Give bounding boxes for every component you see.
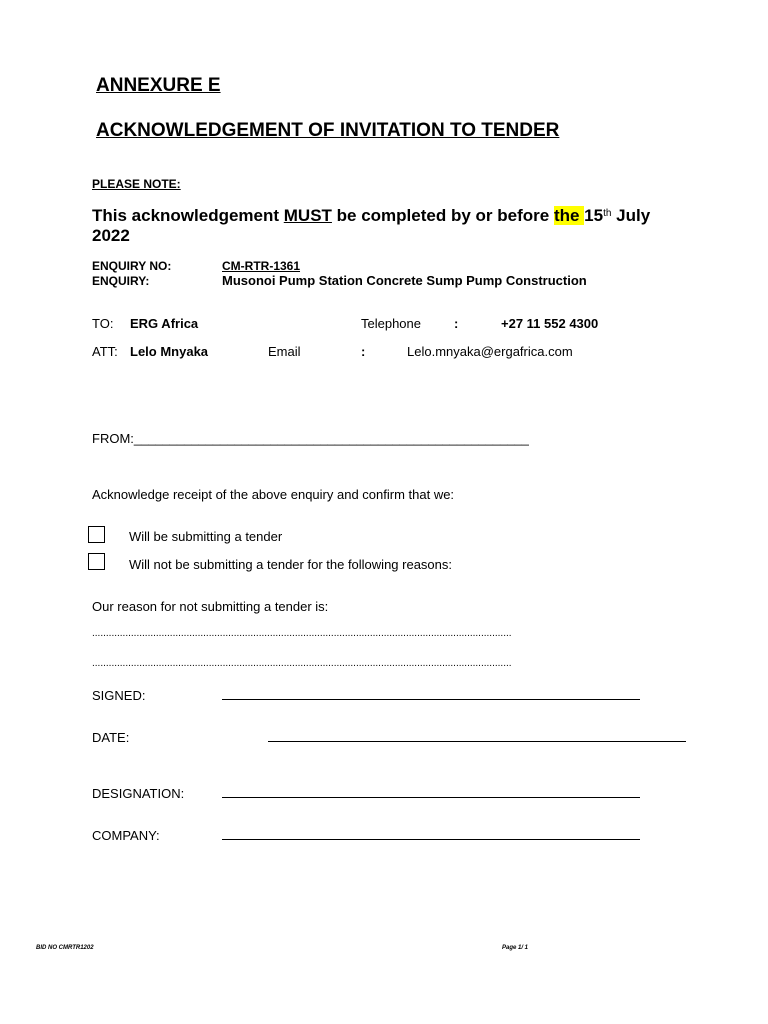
page-title: ACKNOWLEDGEMENT OF INVITATION TO TENDER xyxy=(96,120,560,141)
notice-text-part2: be completed by or before xyxy=(331,206,554,225)
submit-tender-checkbox[interactable] xyxy=(88,526,105,543)
enquiry-no-label: ENQUIRY NO: xyxy=(92,259,172,273)
enquiry-label: ENQUIRY: xyxy=(92,274,150,288)
from-underline: _______________________________________________________ xyxy=(133,431,529,446)
reason-line-2[interactable]: ....................................................................................................................................................... xyxy=(92,658,512,669)
reason-label: Our reason for not submitting a tender is: xyxy=(92,599,329,614)
notice-highlight: the xyxy=(553,206,585,225)
telephone-label: Telephone xyxy=(361,316,421,331)
designation-line[interactable] xyxy=(222,797,640,798)
att-value: Lelo Mnyaka xyxy=(130,344,209,359)
signed-line[interactable] xyxy=(222,699,640,700)
signed-label: SIGNED: xyxy=(92,688,146,703)
att-label: ATT: xyxy=(92,344,118,359)
notice-day-suffix: th xyxy=(603,208,612,219)
email-label: Email xyxy=(268,344,301,359)
submit-tender-label: Will be submitting a tender xyxy=(129,529,283,544)
company-line[interactable] xyxy=(222,839,640,840)
company-label: COMPANY: xyxy=(92,828,160,843)
please-note-label: PLEASE NOTE: xyxy=(92,177,181,191)
telephone-colon: : xyxy=(454,316,459,331)
notice-day: 15 xyxy=(584,206,604,225)
notice-text-part3: July xyxy=(611,206,651,225)
notice-text-part1: This acknowledgement xyxy=(92,206,284,225)
not-submit-tender-label: Will not be submitting a tender for the following reasons: xyxy=(129,557,453,572)
annexure-heading: ANNEXURE E xyxy=(96,75,221,96)
enquiry-value: Musonoi Pump Station Concrete Sump Pump Construction xyxy=(222,273,587,288)
from-label: FROM: xyxy=(92,431,134,446)
footer-bid-no: BID NO CMRTR1202 xyxy=(36,945,94,951)
email-value: Lelo.mnyaka@ergafrica.com xyxy=(407,344,573,359)
notice-must: MUST xyxy=(283,206,332,225)
designation-label: DESIGNATION: xyxy=(92,786,185,801)
telephone-value: +27 11 552 4300 xyxy=(501,316,599,331)
deadline-notice xyxy=(92,206,712,246)
date-line[interactable] xyxy=(268,741,686,742)
to-label: TO: xyxy=(92,316,114,331)
enquiry-no-value: CM-RTR-1361 xyxy=(222,259,301,273)
reason-line-1[interactable]: ....................................................................................................................................................... xyxy=(92,628,512,639)
to-value: ERG Africa xyxy=(130,316,199,331)
date-label: DATE: xyxy=(92,730,130,745)
notice-year: 2022 xyxy=(92,226,130,245)
footer-page: Page 1/ 1 xyxy=(502,945,529,951)
acknowledge-text: Acknowledge receipt of the above enquiry and confirm that we: xyxy=(92,487,455,502)
email-colon: : xyxy=(361,344,366,359)
from-field[interactable] xyxy=(92,431,529,446)
not-submit-tender-checkbox[interactable] xyxy=(88,553,105,570)
